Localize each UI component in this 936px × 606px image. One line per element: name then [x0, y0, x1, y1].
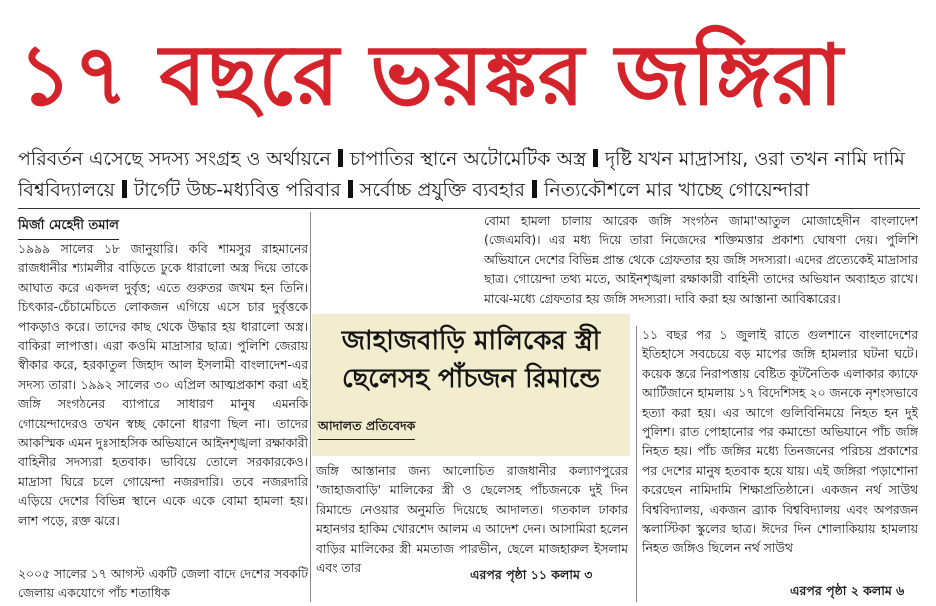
- subheadline: পরিবর্তন এসেছে সদস্য সংগ্রহ ও অর্থায়নে: [18, 148, 331, 170]
- subheadline-strip: [18, 144, 928, 206]
- continued-notice: এরপর পৃষ্ঠা ২ কলাম ৬: [790, 583, 905, 598]
- story-column-1-tail: ২০০৫ সালের ১৭ আগস্ট একটি জেলা বাদে দেশের সবকটি জেলায় একযোগে পাঁচ শতাধিক: [18, 567, 308, 600]
- separator-bar: [122, 180, 127, 198]
- subheadline: নিত্যকৌশলে মার খাচ্ছে গোয়েন্দারা: [544, 179, 810, 201]
- headline: ১৭ বছরে ভয়ঙ্কর জঙ্গিরা: [18, 26, 844, 124]
- story-column-3: [642, 326, 918, 582]
- divider-rule: [18, 208, 920, 209]
- continued-notice: এরপর পৃষ্ঠা ১১ কলাম ৩: [470, 567, 593, 582]
- separator-bar: [348, 180, 353, 198]
- separator-bar: [338, 149, 343, 167]
- story-text: বোমা হামলা চালায় আরেক জঙ্গি সংগঠন জামা'আতুল মোজাহেদীন বাংলাদেশ (জেএমবি)। এর মধ্য দিয়ে তারা নিজেদের শক্তিমত্তার প্রকাশ্য ঘোষণা দেয়। পুলিশি অভিযানে দেশের বিভিন্ন প্রান্ত থেকে গ্রেফতার হয় জঙ্গি সদস্যরা। এদের প্রত্যেকেই মাদ্রাসার ছাত্র। গোয়েন্দা তথ্য মতে, আইনশৃঙ্খলা রক্ষাকারী বাহিনী তাদের অভিযান অব্যাহত রাখে। মাঝে-মধ্যে গ্রেফতার হয় জঙ্গি সদস্যরা। দাবি করা হয় আস্তানা আবিষ্কারের।: [484, 214, 918, 306]
- story-text: জঙ্গি আস্তানার জন্য আলোচিত রাজধানীর কল্যাণপুরের 'জাহাজবাড়ি' মালিকের স্ত্রী ও ছেলেসহ পাঁচজনকে দুই দিন রিমান্ডে নেওয়ার অনুমতি দিয়েছে আদালত। গতকাল ঢাকার মহানগর হাকিম খোরশেদ আলম এ আদেশ দেন। আসামিরা হলেন বাড়ির মালিকের স্ত্রী মমতাজ পারভীন, ছেলে মাজহারুল ইসলাম এবং তার: [316, 464, 628, 576]
- separator-bar: [532, 180, 537, 198]
- boxed-story-byline: আদালত প্রতিবেদক: [318, 418, 415, 440]
- byline: মির্জা মেহেদী তমাল: [18, 216, 119, 240]
- column-divider: [636, 326, 637, 602]
- story-text: ১১ বছর পর ১ জুলাই রাতে গুলশানে বাংলাদেশের ইতিহাসে সবচেয়ে বড় মাপের জঙ্গি হামলার ঘটনা ঘটে। কয়েক স্তরে নিরাপত্তায় বেষ্টিত কূটনৈতিক এলাকার ক্যাফে আর্টিজানে হামলায় ১৭ বিদেশিসহ ২০ জনকে নৃশংসভাবে হত্যা করা হয়। এর আগে গুলিবিনিময়ে নিহত হন দুই পুলিশ। রাত পোহানোর পর কমান্ডো অভিযানে পাঁচ জঙ্গি নিহত হয়। পাঁচ জঙ্গির মধ্যে তিনজনের পরিচয় প্রকাশের পর দেশের মানুষ হতবাক হয়ে যায়। এই জঙ্গিরা পড়াশোনা করেছেন নামিদামি শিক্ষাপ্রতিষ্ঠানে। একজন নর্থ সাউথ বিশ্ববিদ্যালয়, একজন ব্র্যাক বিশ্ববিদ্যালয় এবং অপরজন স্কলাস্টিকা স্কুলের ছাত্র। ঈদের দিন শোলাকিয়ায় হামলায় নিহত জঙ্গিও ছিলেন নর্থ সাউথ: [642, 328, 918, 556]
- subheadline: টার্গেট উচ্চ-মধ্যবিত্ত পরিবার: [133, 179, 341, 201]
- subheadline: সর্বোচ্চ প্রযুক্তি ব্যবহার: [359, 179, 525, 201]
- boxed-story-title: জাহাজবাড়ি মালিকের স্ত্রী ছেলেসহ পাঁচজন রিমান্ডে: [341, 326, 601, 394]
- story-text: ১৯৯৯ সালের ১৮ জানুয়ারি। কবি শামসুর রাহমানের রাজধানীর শ্যামলীর বাড়িতে ঢুকে ধারালো অস্ত্র দিয়ে তাকে আঘাত করে একদল দুর্বৃত্ত; এতে গুরুতর জখম হন তিনি। চিৎকার-চেঁচামেচিতে লোকজন এগিয়ে এসে চার দুর্বৃত্তকে পাকড়াও করে। তাদের কাছ থেকে উদ্ধার হয় ধারালো অস্ত্র। বাকিরা লাপাত্তা। এরা কওমি মাদ্রাসার ছাত্র। পুলিশি জেরায় স্বীকার করে, হরকাতুল জিহাদ আল ইসলামী বাংলাদেশ-এর সদস্য তারা। ১৯৯২ সালের ৩০ এপ্রিল আত্মপ্রকাশ করা এই জঙ্গি সংগঠনের ব্যাপারে সাধারণ মানুষ এমনকি গোয়েন্দাদেরও তখন স্বচ্ছ কোনো ধারণা ছিল না। তাদের আকস্মিক এমন দুঃসাহসিক অভিযানে আইনশৃঙ্খলা রক্ষাকারী বাহিনীর সদস্যরা হতবাক। ভাবিয়ে তোলে সরকারকেও। মাদ্রাসা ঘিরে চলে গোয়েন্দা নজরদারি। তবে নজরদারি এড়িয়ে দেশের বিভিন্ন স্থানে একে একে বোমা হামলা হয়। লাশ পড়ে, রক্ত ঝরে।: [18, 242, 308, 528]
- subheadline: চাপাতির স্থানে অটোমেটিক অস্ত্র: [349, 148, 587, 170]
- story-column-1: [18, 240, 308, 600]
- subheadline: দৃষ্টি যখন মাদ্রাসায়, ওরা তখন নামি দামি বিশ্ববিদ্যালয়ে: [18, 148, 905, 201]
- separator-bar: [593, 149, 598, 167]
- column-divider: [310, 212, 311, 602]
